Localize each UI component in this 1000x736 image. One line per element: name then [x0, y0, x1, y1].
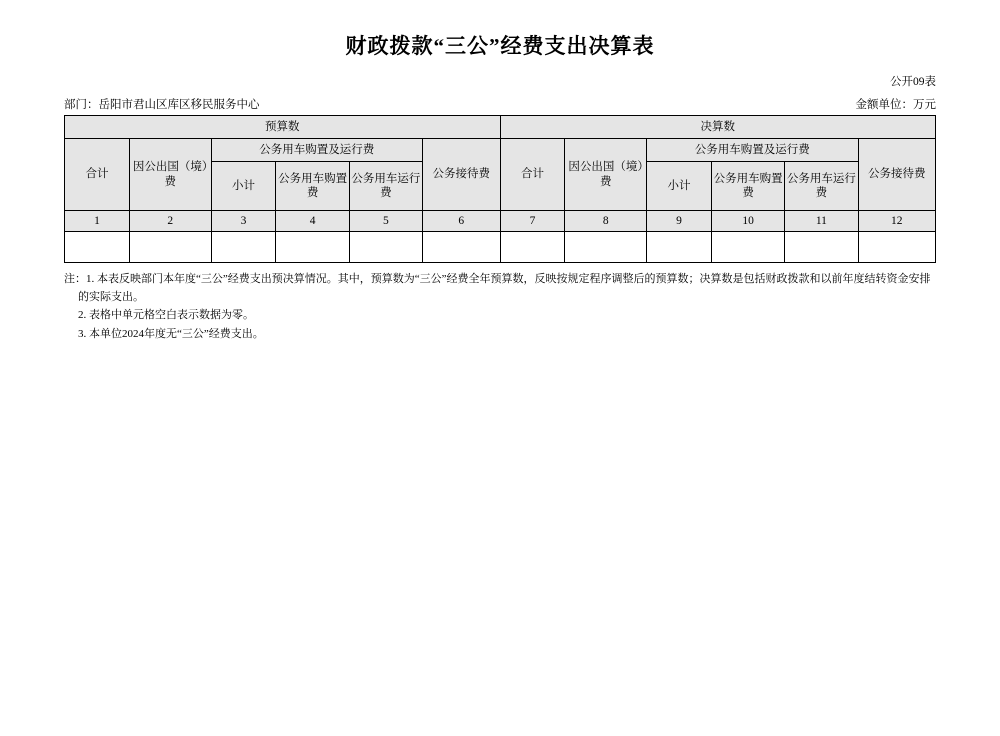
col-header-final-total: 合计 [500, 139, 565, 211]
note-line-1: 注：1. 本表反映部门本年度“三公”经费支出预决算情况。其中，预算数为“三公”经费全年预算数，反映按规定程序调整后的预算数；决算数是包括财政拨款和以前年度结转资金安排 [64, 273, 931, 286]
column-number: 5 [349, 211, 422, 232]
col-header-budget-vehicle-operation: 公务用车运行费 [349, 162, 422, 211]
col-header-budget-reception: 公务接待费 [423, 139, 500, 211]
column-number: 1 [65, 211, 130, 232]
col-header-budget-vehicle: 公务用车购置及运行费 [211, 139, 422, 162]
note-line-2: 2. 表格中单元格空白表示数据为零。 [78, 309, 254, 322]
table-group-header-row [65, 116, 936, 139]
col-header-budget-total: 合计 [65, 139, 130, 211]
table-cell [276, 232, 349, 263]
col-header-final-vehicle: 公务用车购置及运行费 [647, 139, 858, 162]
table-cell [211, 232, 276, 263]
col-header-final-vehicle-purchase: 公务用车购置费 [711, 162, 784, 211]
table-cell [565, 232, 647, 263]
column-number: 3 [211, 211, 276, 232]
page-title: 财政拨款“三公”经费支出决算表 [345, 34, 655, 58]
col-header-budget-abroad: 因公出国（境）费 [129, 139, 211, 211]
table-cell [500, 232, 565, 263]
col-header-budget-vehicle-subtotal: 小计 [211, 162, 276, 211]
table-column-number-row [65, 211, 936, 232]
column-number: 11 [785, 211, 858, 232]
document-page [0, 30, 1000, 736]
meta-row [0, 96, 1000, 112]
form-code: 公开09表 [890, 76, 936, 88]
expenditure-table [64, 115, 936, 263]
column-number: 4 [276, 211, 349, 232]
amount-unit-label: 金额单位：万元 [855, 99, 936, 112]
department-label: 部门：岳阳市君山区库区移民服务中心 [64, 99, 260, 112]
table-sub-header-row [65, 139, 936, 162]
col-header-budget-vehicle-purchase: 公务用车购置费 [276, 162, 349, 211]
col-header-final-abroad: 因公出国（境）费 [565, 139, 647, 211]
table-row [65, 232, 936, 263]
column-number: 6 [423, 211, 500, 232]
note-line-3: 3. 本单位2024年度无“三公”经费支出。 [78, 327, 264, 340]
table-cell [129, 232, 211, 263]
table-cell [647, 232, 712, 263]
column-number: 8 [565, 211, 647, 232]
table-cell [785, 232, 858, 263]
column-number: 9 [647, 211, 712, 232]
table-cell [711, 232, 784, 263]
col-header-final-reception: 公务接待费 [858, 139, 935, 211]
column-number: 2 [129, 211, 211, 232]
col-header-final-vehicle-subtotal: 小计 [647, 162, 712, 211]
col-header-final-vehicle-operation: 公务用车运行费 [785, 162, 858, 211]
column-number: 7 [500, 211, 565, 232]
table-cell [349, 232, 422, 263]
note-line-1-continued: 的实际支出。 [78, 291, 144, 304]
table-cell [858, 232, 935, 263]
notes-section [64, 270, 936, 343]
group-header-budget: 预算数 [65, 116, 501, 139]
group-header-final: 决算数 [500, 116, 936, 139]
column-number: 10 [711, 211, 784, 232]
column-number: 12 [858, 211, 935, 232]
table-cell [65, 232, 130, 263]
table-cell [423, 232, 500, 263]
